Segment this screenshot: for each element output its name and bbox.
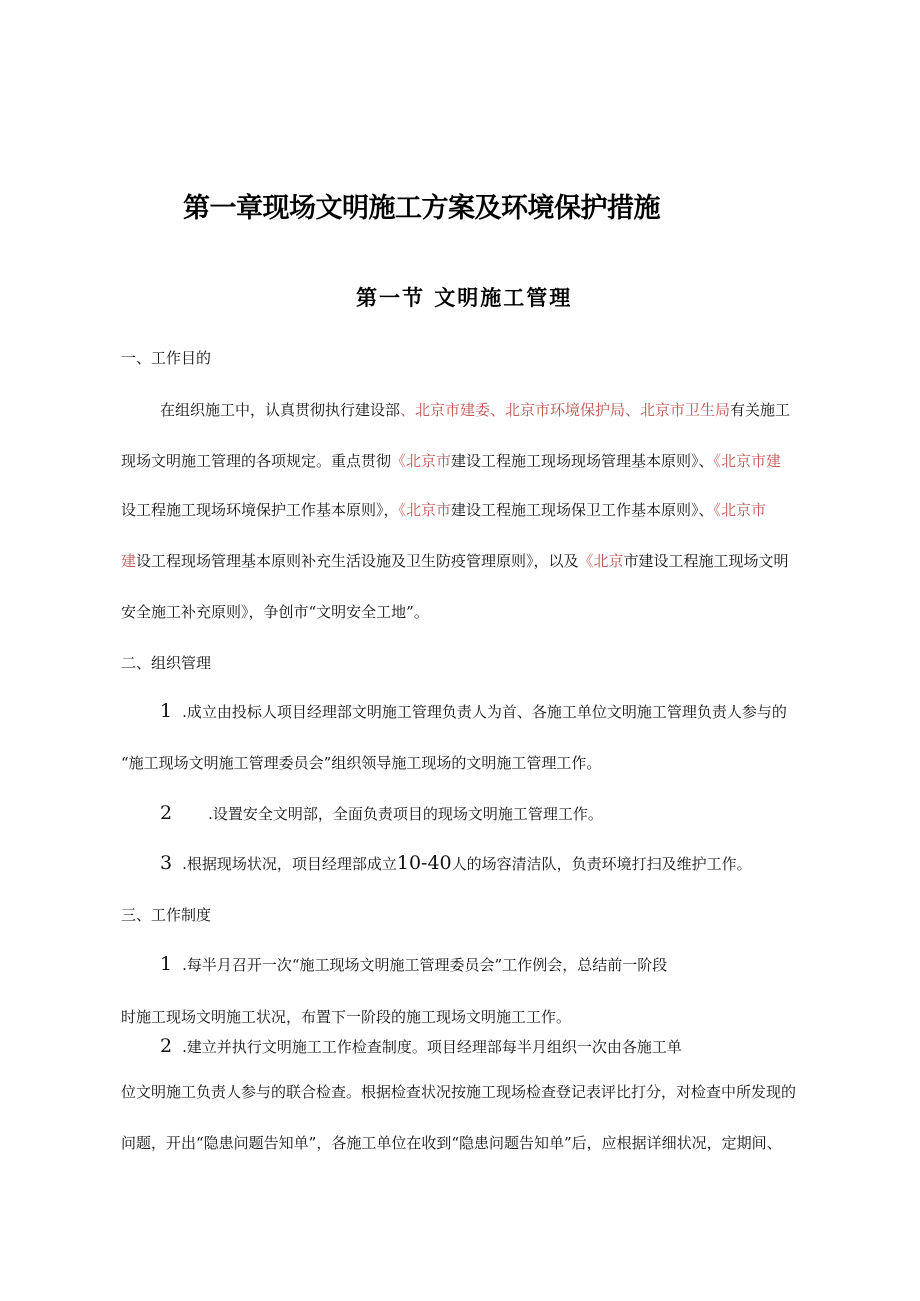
list-number: 3 <box>160 852 173 874</box>
highlight-text: 建 <box>121 552 137 570</box>
paragraph-line: 设工程施工现场环境保护工作基本原则》，《北京市建设工程施工现场保卫工作基本原则》、《北京市 <box>121 501 767 519</box>
highlight-text: 《北京 <box>578 552 624 570</box>
list-item: 2 .建立并执行文明施工工作检查制度。项目经理部每半月组织一次由各施工单 <box>160 1035 682 1057</box>
paragraph-line: 建设工程现场管理基本原则补充生活设施及卫生防疫管理原则》，以及《北京市建设工程施工现场文明 <box>121 552 789 570</box>
paragraph-line: 现场文明施工管理的各项规定。重点贯彻《北京市建设工程施工现场现场管理基本原则》、《北京市建 <box>121 452 782 470</box>
highlight-text: 《北京市建 <box>713 452 782 470</box>
highlight-text: 《北京市 <box>713 501 767 519</box>
list-number: 1 <box>160 700 173 722</box>
list-item: 1 .成立由投标人项目经理部文明施工管理负责人为首、各施工单位文明施工管理负责人参与的 <box>160 700 787 722</box>
paragraph-line: 在组织施工中，认真贯彻执行建设部、北京市建委、北京市环境保护局、北京市卫生局有关施工 <box>160 401 791 419</box>
highlight-text: 《北京市 <box>398 501 452 519</box>
team-size-range: 10-40 <box>396 852 452 874</box>
highlight-text: 、北京市建委、北京市环境保护局、北京市卫生局 <box>400 401 731 419</box>
highlight-text: 《北京市 <box>391 452 452 470</box>
heading-work-purpose: 一、工作目的 <box>121 349 212 367</box>
list-item: 2 .设置安全文明部，全面负责项目的现场文明施工管理工作。 <box>160 802 603 824</box>
paragraph-line: 时施工现场文明施工状况，布置下一阶段的施工现场文明施工工作。 <box>121 1008 572 1026</box>
paragraph-line: 问题，开出“隐患问题告知单”，各施工单位在收到“隐患问题告知单”后，应根据详细状况，定期间、 <box>121 1134 782 1152</box>
list-number: 2 <box>160 1035 173 1057</box>
list-item: 3 .根据现场状况，项目经理部成立10-40人的场容清洁队，负责环境打扫及维护工作。 <box>160 852 752 874</box>
list-number: 2 <box>160 802 173 824</box>
paragraph-line: “施工现场文明施工管理委员会”组织领导施工现场的文明施工管理工作。 <box>121 754 602 772</box>
list-number: 1 <box>160 953 173 975</box>
chapter-title: 第一章现场文明施工方案及环境保护措施 <box>183 193 660 224</box>
paragraph-line: 位文明施工负责人参与的联合检查。根据检查状况按施工现场检查登记表评比打分，对检查中所发现的 <box>121 1083 797 1101</box>
heading-organization: 二、组织管理 <box>121 654 212 672</box>
section-title: 第一节 文明施工管理 <box>356 285 573 310</box>
paragraph-line: 安全施工补充原则》，争创市“文明安全工地”。 <box>121 603 429 621</box>
list-item: 1 .每半月召开一次“施工现场文明施工管理委员会”工作例会，总结前一阶段 <box>160 953 668 975</box>
heading-work-system: 三、工作制度 <box>121 906 212 924</box>
